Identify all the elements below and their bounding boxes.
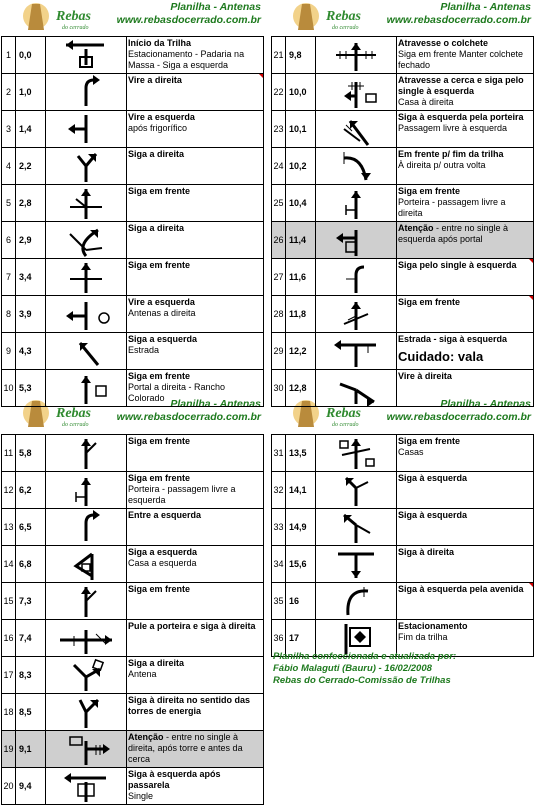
step-instruction [127, 74, 264, 111]
instruction-bold: Siga em frente [128, 371, 191, 381]
svg-text:do cerrado: do cerrado [332, 25, 359, 31]
step-number: 31 [272, 435, 286, 472]
uturn-right-icon [316, 148, 396, 184]
straight-y-icon [46, 435, 126, 471]
table-row [2, 222, 264, 259]
step-diagram [316, 333, 397, 370]
instruction-bold: Atenção [398, 223, 434, 233]
step-instruction [397, 472, 534, 509]
table-row [272, 111, 534, 148]
instruction-bold: Vire a direita [128, 75, 182, 85]
step-diagram [46, 259, 127, 296]
instruction-bold: Siga em frente [398, 297, 461, 307]
table-row [2, 333, 264, 370]
instruction-text: Siga em frente Manter colchete fechado [398, 49, 524, 70]
gate-right-icon [46, 620, 126, 656]
instruction-text: Estacionamento - Padaria na Massa - Siga a esquerda [128, 49, 245, 70]
step-km: 5,3 [16, 370, 46, 407]
step-diagram [46, 731, 127, 768]
step-instruction [397, 333, 534, 370]
instruction-bold: Siga à esquerda após passarela [128, 769, 221, 790]
step-number: 5 [2, 185, 16, 222]
step-km: 17 [286, 620, 316, 657]
step-diagram [46, 333, 127, 370]
warning-text: Cuidado: vala [398, 349, 484, 364]
step-number: 7 [2, 259, 16, 296]
instruction-bold: Siga em frente [128, 473, 191, 483]
instruction-text: - entre no single à direita, após torre e antes da cerca [128, 732, 243, 764]
step-diagram [46, 222, 127, 259]
instruction-text: Casa a esquerda [128, 558, 197, 568]
table-row [2, 148, 264, 185]
instruction-bold: Siga em frente [128, 584, 191, 594]
table-row [272, 509, 534, 546]
instruction-bold: Siga a direita [128, 658, 185, 668]
start-icon [46, 37, 126, 73]
table-row [2, 657, 264, 694]
table-row [272, 333, 534, 370]
step-instruction [127, 296, 264, 333]
step-km: 12,8 [286, 370, 316, 407]
svg-text:Rebas: Rebas [56, 9, 91, 24]
step-number: 6 [2, 222, 16, 259]
instruction-text: - entre no single à esquerda após portal [398, 223, 509, 244]
table-row [272, 583, 534, 620]
instruction-bold: Siga à direita no sentido das torres de energia [128, 695, 251, 716]
instruction-text: Antenas a direita [128, 308, 196, 318]
gate-left-icon [316, 111, 396, 147]
straight-y-icon [46, 583, 126, 619]
instruction-text: Portal a direita - Rancho Colorado [128, 382, 226, 403]
instruction-bold: Estrada - siga à esquerda [398, 334, 508, 344]
step-diagram [316, 74, 397, 111]
instruction-text: À direita p/ outra volta [398, 160, 486, 170]
step-diagram [316, 509, 397, 546]
header-title: Planilha - Antenas [440, 398, 531, 410]
step-instruction [127, 731, 264, 768]
step-number: 36 [272, 620, 286, 657]
instruction-text: após frigorífico [128, 123, 188, 133]
instruction-bold: Siga pelo single à esquerda [398, 260, 517, 270]
svg-text:do cerrado: do cerrado [62, 422, 89, 428]
instruction-bold: Atravesse o colchete [398, 38, 489, 48]
step-km: 10,4 [286, 185, 316, 222]
instruction-text: Porteira - passagem livre a direita [398, 197, 506, 218]
straight-gate-icon [46, 472, 126, 508]
table-row [272, 370, 534, 407]
instruction-bold: Siga a direita [128, 223, 185, 233]
step-instruction [397, 435, 534, 472]
step-km: 14,1 [286, 472, 316, 509]
table-row [2, 620, 264, 657]
step-number: 18 [2, 694, 16, 731]
step-km: 10,1 [286, 111, 316, 148]
step-instruction [397, 37, 534, 74]
svg-text:Rebas: Rebas [326, 406, 361, 421]
tower-single-icon [46, 731, 126, 767]
header-q1 [0, 0, 265, 36]
instruction-bold: Siga à esquerda [398, 510, 468, 520]
step-km: 6,8 [16, 546, 46, 583]
table-row [272, 435, 534, 472]
table-row [272, 546, 534, 583]
step-km: 11,8 [286, 296, 316, 333]
table-row [272, 74, 534, 111]
header-site[interactable]: www.rebasdocerrado.com.br [116, 411, 261, 423]
step-km: 2,2 [16, 148, 46, 185]
svg-text:Rebas: Rebas [326, 9, 361, 24]
instruction-bold: Atenção [128, 732, 164, 742]
step-km: 9,1 [16, 731, 46, 768]
step-number: 11 [2, 435, 16, 472]
step-instruction [127, 546, 264, 583]
step-number: 21 [272, 37, 286, 74]
step-instruction [127, 657, 264, 694]
step-instruction [397, 546, 534, 583]
step-diagram [316, 370, 397, 407]
step-number: 26 [272, 222, 286, 259]
bear-left-up2-icon [316, 509, 396, 545]
step-km: 10,0 [286, 74, 316, 111]
step-km: 13,5 [286, 435, 316, 472]
step-instruction [397, 259, 534, 296]
table-row [2, 296, 264, 333]
step-instruction [127, 694, 264, 731]
step-diagram [316, 259, 397, 296]
instruction-bold: Siga a esquerda [128, 334, 198, 344]
step-km: 3,9 [16, 296, 46, 333]
step-number: 23 [272, 111, 286, 148]
comment-marker [529, 583, 533, 587]
straight-box-icon [46, 370, 126, 406]
bear-left-icon [46, 333, 126, 369]
step-km: 1,0 [16, 74, 46, 111]
step-km: 11,4 [286, 222, 316, 259]
instruction-bold: Siga à direita [398, 547, 455, 557]
step-number: 29 [272, 333, 286, 370]
step-diagram [316, 583, 397, 620]
header-title: Planilha - Antenas [170, 398, 261, 410]
route-table-q3 [1, 434, 264, 805]
step-km: 16 [286, 583, 316, 620]
step-instruction [127, 259, 264, 296]
step-instruction [127, 370, 264, 407]
step-number: 10 [2, 370, 16, 407]
step-number: 4 [2, 148, 16, 185]
step-diagram [316, 148, 397, 185]
step-diagram [46, 620, 127, 657]
step-diagram [316, 185, 397, 222]
step-number: 14 [2, 546, 16, 583]
instruction-bold: Siga em frente [128, 260, 191, 270]
bear-right-long-icon [46, 694, 126, 730]
table-row [2, 111, 264, 148]
step-km: 12,2 [286, 333, 316, 370]
right-antenna-icon [46, 657, 126, 693]
houses-icon [316, 435, 396, 471]
step-instruction [127, 185, 264, 222]
step-instruction [127, 37, 264, 74]
table-row [2, 472, 264, 509]
step-number: 15 [2, 583, 16, 620]
step-instruction [397, 74, 534, 111]
turn-right-icon [46, 509, 126, 545]
instruction-bold: Siga à esquerda [398, 473, 468, 483]
t-right-icon [316, 546, 396, 582]
rebas-logo [292, 0, 364, 34]
step-number: 16 [2, 620, 16, 657]
instruction-bold: Siga a esquerda [128, 547, 198, 557]
step-diagram [46, 546, 127, 583]
step-instruction [127, 620, 264, 657]
step-km: 15,6 [286, 546, 316, 583]
bear-right-icon [46, 222, 126, 258]
single-right-icon [316, 259, 396, 295]
step-number: 1 [2, 37, 16, 74]
instruction-bold: Siga em frente [128, 436, 191, 446]
step-instruction [397, 222, 534, 259]
step-instruction [127, 583, 264, 620]
instruction-bold: Siga à esquerda pela avenida [398, 584, 524, 594]
instruction-text: Single [128, 791, 154, 801]
step-instruction [127, 333, 264, 370]
step-diagram [46, 694, 127, 731]
step-number: 27 [272, 259, 286, 296]
step-km: 9,8 [286, 37, 316, 74]
turn-left-icon [46, 111, 126, 147]
table-row [272, 472, 534, 509]
instruction-bold: Siga em frente [128, 186, 191, 196]
svg-text:do cerrado: do cerrado [62, 25, 89, 31]
step-number: 33 [272, 509, 286, 546]
step-number: 9 [2, 333, 16, 370]
step-diagram [46, 370, 127, 407]
instruction-bold: Estacionamento [398, 621, 468, 631]
step-km: 7,3 [16, 583, 46, 620]
step-km: 11,6 [286, 259, 316, 296]
step-number: 19 [2, 731, 16, 768]
step-instruction [127, 222, 264, 259]
route-table-q1 [1, 36, 264, 407]
step-instruction [127, 509, 264, 546]
step-instruction [127, 768, 264, 805]
step-km: 8,5 [16, 694, 46, 731]
instruction-text: Passagem livre à esquerda [398, 123, 508, 133]
comment-marker [529, 296, 533, 300]
step-number: 24 [272, 148, 286, 185]
step-km: 4,3 [16, 333, 46, 370]
step-km: 8,3 [16, 657, 46, 694]
step-number: 35 [272, 583, 286, 620]
step-number: 20 [2, 768, 16, 805]
step-km: 9,4 [16, 768, 46, 805]
instruction-bold: Vire a esquerda [128, 112, 195, 122]
step-number: 32 [272, 472, 286, 509]
svg-text:do cerrado: do cerrado [332, 422, 359, 428]
svg-text:Rebas: Rebas [56, 406, 91, 421]
step-km: 0,0 [16, 37, 46, 74]
step-instruction [127, 148, 264, 185]
step-diagram [46, 583, 127, 620]
step-diagram [46, 472, 127, 509]
step-km: 5,8 [16, 435, 46, 472]
turn-right-icon [46, 74, 126, 110]
table-row [272, 148, 534, 185]
table-row [2, 259, 264, 296]
fence-single-icon [316, 74, 396, 110]
step-diagram [316, 37, 397, 74]
right-fork-icon [316, 370, 396, 406]
table-row [2, 694, 264, 731]
table-row [272, 259, 534, 296]
step-diagram [316, 296, 397, 333]
step-number: 3 [2, 111, 16, 148]
instruction-bold: Siga em frente [398, 436, 461, 446]
table-row [2, 435, 264, 472]
instruction-bold: Pule a porteira e siga à direita [128, 621, 256, 631]
instruction-text: Porteira - passagem livre a esquerda [128, 484, 236, 505]
table-row [272, 296, 534, 333]
step-km: 7,4 [16, 620, 46, 657]
table-row [2, 509, 264, 546]
walkway-icon [46, 768, 126, 804]
step-number: 12 [2, 472, 16, 509]
step-diagram [316, 546, 397, 583]
comment-marker [259, 74, 263, 78]
step-km: 10,2 [286, 148, 316, 185]
step-number: 13 [2, 509, 16, 546]
step-km: 6,5 [16, 509, 46, 546]
step-diagram [46, 185, 127, 222]
step-diagram [46, 74, 127, 111]
straight-gate-icon [316, 185, 396, 221]
table-row [2, 74, 264, 111]
straight-cross-icon [46, 185, 126, 221]
step-diagram [46, 768, 127, 805]
step-diagram [316, 435, 397, 472]
step-diagram [46, 509, 127, 546]
credits-line-1: Planilha confeccionada e atualizada por: [273, 651, 457, 662]
instruction-text: Casas [398, 447, 424, 457]
rebas-logo [22, 0, 94, 34]
step-instruction [127, 111, 264, 148]
table-row [2, 731, 264, 768]
step-instruction [127, 435, 264, 472]
table-row [2, 37, 264, 74]
instruction-bold: Em frente p/ fim da trilha [398, 149, 504, 159]
step-instruction [397, 185, 534, 222]
header-title: Planilha - Antenas [440, 1, 531, 13]
header-q2 [270, 0, 535, 36]
road-left-icon [316, 333, 396, 369]
instruction-bold: Siga à esquerda pela porteira [398, 112, 524, 122]
bear-left-up-icon [316, 472, 396, 508]
instruction-text: Estrada [128, 345, 160, 355]
instruction-bold: Siga em frente [398, 186, 461, 196]
step-km: 1,4 [16, 111, 46, 148]
instruction-bold: Vire a esquerda [128, 297, 195, 307]
table-row [2, 768, 264, 805]
header-site[interactable]: www.rebasdocerrado.com.br [116, 14, 261, 26]
route-table-q4 [271, 434, 534, 657]
straight-diag-icon [316, 296, 396, 332]
step-diagram [46, 111, 127, 148]
instruction-bold: Siga a direita [128, 149, 185, 159]
header-site[interactable]: www.rebasdocerrado.com.br [386, 411, 531, 423]
straight-t-icon [46, 259, 126, 295]
step-number: 2 [2, 74, 16, 111]
step-instruction [397, 296, 534, 333]
instruction-bold: Atravesse a cerca e siga pelo single à esquerda [398, 75, 524, 96]
step-diagram [316, 222, 397, 259]
instruction-text: Fim da trilha [398, 632, 448, 642]
step-diagram [46, 37, 127, 74]
step-km: 14,9 [286, 509, 316, 546]
credits-line-2: Fábio Malaguti (Bauru) - 16/02/2008 [273, 663, 432, 674]
fence-cross-icon [316, 37, 396, 73]
uturn-left-icon [316, 583, 396, 619]
table-row [272, 37, 534, 74]
step-number: 8 [2, 296, 16, 333]
step-instruction [397, 370, 534, 407]
instruction-bold: Vire à direita [398, 371, 452, 381]
header-title: Planilha - Antenas [170, 1, 261, 13]
step-instruction [397, 111, 534, 148]
step-instruction [397, 148, 534, 185]
credits [273, 651, 456, 687]
step-diagram [46, 296, 127, 333]
table-row [2, 583, 264, 620]
left-portal-icon [316, 222, 396, 258]
comment-marker [529, 259, 533, 263]
step-km: 6,2 [16, 472, 46, 509]
step-number: 34 [272, 546, 286, 583]
table-row [2, 546, 264, 583]
step-km: 2,8 [16, 185, 46, 222]
step-instruction [397, 509, 534, 546]
step-diagram [316, 472, 397, 509]
step-km: 3,4 [16, 259, 46, 296]
step-instruction [127, 472, 264, 509]
instruction-bold: Entre a esquerda [128, 510, 202, 520]
header-site[interactable]: www.rebasdocerrado.com.br [386, 14, 531, 26]
step-km: 2,9 [16, 222, 46, 259]
step-diagram [316, 111, 397, 148]
credits-line-3: Rebas do Cerrado-Comissão de Trilhas [273, 675, 451, 686]
left-antenna-icon [46, 296, 126, 332]
step-number: 25 [272, 185, 286, 222]
step-diagram [46, 657, 127, 694]
step-instruction [397, 583, 534, 620]
instruction-text: Antena [128, 669, 157, 679]
step-number: 30 [272, 370, 286, 407]
route-table-q2 [271, 36, 534, 407]
instruction-bold: Início da Trilha [128, 38, 192, 48]
table-row [272, 185, 534, 222]
step-number: 28 [272, 296, 286, 333]
fork-right-icon [46, 148, 126, 184]
table-row [272, 222, 534, 259]
table-row [2, 370, 264, 407]
table-row [2, 185, 264, 222]
step-number: 22 [272, 74, 286, 111]
step-diagram [46, 148, 127, 185]
instruction-text: Casa à direita [398, 97, 454, 107]
step-number: 17 [2, 657, 16, 694]
house-left-icon [46, 546, 126, 582]
step-diagram [46, 435, 127, 472]
